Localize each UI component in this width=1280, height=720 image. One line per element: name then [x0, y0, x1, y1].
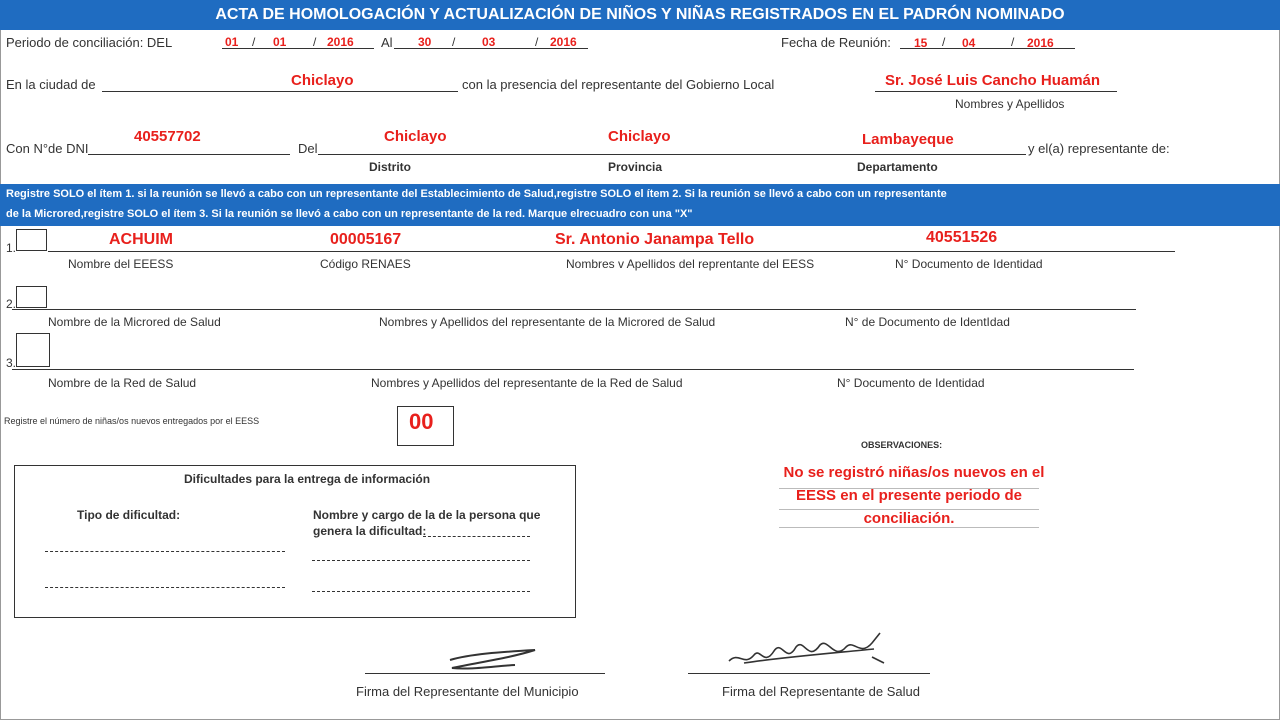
item3-caption-doc: N° Documento de Identidad: [837, 376, 985, 390]
health-signature-line: [688, 673, 930, 674]
dni-label: Con N°de DNI: [6, 141, 89, 156]
item1-number: 1.: [6, 241, 17, 255]
item1-checkbox[interactable]: [16, 229, 47, 251]
observation-text-3: conciliación.: [863, 510, 955, 527]
slash: /: [535, 35, 539, 49]
department-value: Lambayeque: [862, 131, 954, 148]
difficulty-type-line-2[interactable]: [45, 587, 285, 588]
municipality-signature-line: [365, 673, 605, 674]
item2-caption-rep: Nombres y Apellidos del representante de la Microred de Salud: [379, 315, 716, 329]
item1-eess-name: ACHUIM: [109, 231, 173, 248]
item1-line: [48, 251, 1175, 252]
item1-renaes-code: 00005167: [330, 231, 402, 248]
district-caption: Distrito: [369, 160, 411, 174]
district-value: Chiclayo: [384, 128, 447, 145]
province-caption: Provincia: [608, 160, 663, 174]
item1-representative: Sr. Antonio Janampa Tello: [555, 231, 755, 248]
observation-text-1: No se registró niñas/os nuevos en el: [783, 464, 1045, 481]
difficulty-person-line-1[interactable]: [312, 560, 530, 561]
new-children-box[interactable]: [397, 406, 454, 446]
page-title: ACTA DE HOMOLOGACIÓN Y ACTUALIZACIÓN DE NIÑOS Y NIÑAS REGISTRADOS EN EL PADRÓN NOMINADO: [0, 0, 1280, 30]
item1-caption-rep: Nombres v Apellidos del reprentante del EESS: [566, 257, 815, 271]
local-government-representative: Sr. José Luis Cancho Huamán: [885, 72, 1101, 89]
health-signature-caption: Firma del Representante de Salud: [722, 684, 921, 699]
item2-caption-doc: N° de Documento de IdentIdad: [845, 315, 1010, 329]
instructions-line-1: Registre SOLO el ítem 1. si la reunión se llevó a cabo con un representante del Establecimiento de Salud,registre SOLO el ítem 2. Si la reunión se llevó a cabo con un representante: [6, 188, 947, 200]
period-to-year: 2016: [550, 35, 577, 49]
item3-checkbox[interactable]: [16, 333, 50, 367]
difficulties-panel: [14, 465, 576, 618]
meeting-date-label: Fecha de Reunión:: [781, 35, 891, 50]
new-children-value: 00: [409, 409, 434, 434]
presence-text: con la presencia del representante del Gobierno Local: [462, 77, 775, 92]
difficulty-person-line-2[interactable]: [312, 591, 530, 592]
period-from-year: 2016: [327, 35, 354, 49]
difficulty-type-line-1[interactable]: [45, 551, 285, 552]
city-value: Chiclayo: [291, 72, 354, 89]
municipality-signature-scribble: [440, 632, 550, 676]
dni-line: [88, 154, 290, 155]
representative-line: [875, 91, 1117, 92]
difficulty-type-label: Tipo de dificultad:: [77, 508, 181, 522]
item3-caption-name: Nombre de la Red de Salud: [48, 376, 197, 390]
meeting-year: 2016: [1027, 36, 1054, 50]
period-to-month: 03: [482, 35, 496, 49]
slash: /: [1011, 35, 1015, 49]
item2-caption-name: Nombre de la Microred de Salud: [48, 315, 221, 329]
observations-line-3: [779, 527, 1039, 528]
slash: /: [252, 35, 256, 49]
item2-checkbox[interactable]: [16, 286, 47, 308]
province-value: Chiclayo: [608, 128, 671, 145]
item1-document: 40551526: [926, 229, 998, 246]
slash: /: [313, 35, 317, 49]
observation-text-2: EESS en el presente periodo de: [796, 487, 1022, 504]
representative-of-text: y el(a) representante de:: [1028, 141, 1170, 156]
item2-number: 2.: [6, 297, 17, 311]
city-label: En la ciudad de: [6, 77, 96, 92]
municipality-signature-caption: Firma del Representante del Municipio: [356, 684, 579, 699]
period-label: Periodo de conciliación: DEL: [6, 35, 173, 50]
item1-caption-doc: N° Documento de Identidad: [895, 257, 1043, 271]
difficulty-person-label-2: genera la dificultad:: [313, 524, 427, 538]
dash-line: [423, 536, 530, 537]
location-line: [318, 154, 1026, 155]
difficulties-title: Dificultades para la entrega de información: [184, 472, 431, 486]
department-caption: Departamento: [857, 160, 938, 174]
period-from-day: 01: [225, 35, 239, 49]
instructions-banner: [0, 184, 1280, 226]
slash: /: [452, 35, 456, 49]
item3-number: 3.: [6, 356, 17, 370]
meeting-day: 15: [914, 36, 928, 50]
meeting-month: 04: [962, 36, 976, 50]
item1-caption-name: Nombre del EEESS: [68, 257, 174, 271]
period-al-label: Al: [381, 35, 393, 50]
new-children-label: Registre el número de niñas/os nuevos entregados por el EESS: [4, 416, 260, 426]
dni-value: 40557702: [134, 128, 201, 145]
item1-caption-code: Código RENAES: [320, 257, 411, 271]
del-label: Del: [298, 141, 318, 156]
item3-line: [12, 369, 1134, 370]
observations-label: OBSERVACIONES:: [861, 440, 943, 450]
difficulty-person-label-1: Nombre y cargo de la de la persona que: [313, 508, 541, 522]
names-caption: Nombres y Apellidos: [955, 97, 1065, 111]
city-line: [102, 91, 458, 92]
health-signature-scribble: [724, 627, 894, 673]
instructions-line-2: de la Microred,registre SOLO el ítem 3. Si la reunión se llevó a cabo con un representante de la red. Marque elrecuadro con una "X": [6, 208, 693, 220]
period-to-day: 30: [418, 35, 432, 49]
period-from-month: 01: [273, 35, 287, 49]
item2-line: [12, 309, 1136, 310]
item3-caption-rep: Nombres y Apellidos del representante de la Red de Salud: [371, 376, 683, 390]
slash: /: [942, 35, 946, 49]
